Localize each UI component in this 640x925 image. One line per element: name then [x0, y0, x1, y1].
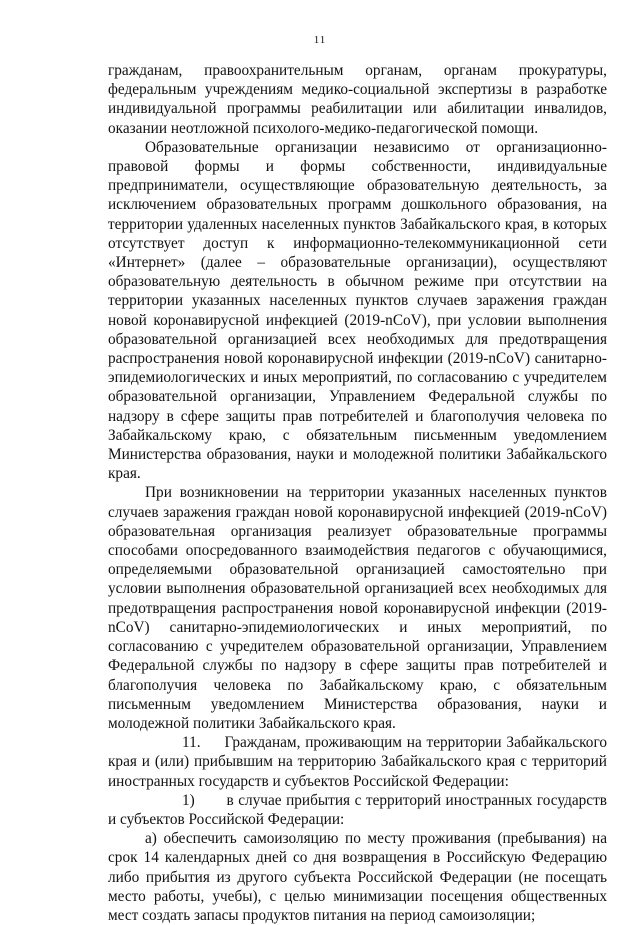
item-text: Гражданам, проживающим на территории Забайкальского края и (или) прибывшим на территорию Забайкальского края с территорий иностранных государств и субъектов Российской Федерации:	[108, 734, 607, 790]
item-number: 11.	[182, 734, 201, 752]
paragraph-item-11	[108, 733, 607, 791]
page-number: 11	[313, 34, 327, 46]
document-body	[108, 61, 607, 925]
paragraph-subitem-1	[108, 791, 607, 829]
item-number: 1)	[182, 791, 195, 809]
paragraph-subitem-a: а) обеспечить самоизоляцию по месту проживания (пребывания) на срок 14 календарных дней со дня возвращения в Российскую Федерацию либо прибытия из другого субъекта Российской Федерации (не посещать место работы, учебы), с целью минимизации посещения общественных мест создать запасы продуктов питания на период самоизоляции;	[108, 830, 607, 924]
paragraph-continuation: гражданам, правоохранительным органам, органам прокуратуры, федеральным учреждениям медико-социальной экспертизы в разработке индивидуальной программы реабилитации или абилитации инвалидов, оказании неотложной психолого-медико-педагогической помощи.	[108, 62, 607, 137]
paragraph-infection-cases: При возникновении на территории указанных населенных пунктов случаев заражения граждан новой коронавирусной инфекцией (2019-nCoV) образовательная организация реализует образовательные программы способами опосредованного взаимодействия педагогов с обучающимися, определяемыми образовательной организацией самостоятельно при условии выполнения образовательной организацией всех необходимых для предотвращения распространения новой коронавирусной инфекции (2019-nCoV) санитарно-эпидемиологических и иных мероприятий, по согласованию с учредителем образовательной организации, Управлением Федеральной службы по надзору в сфере защиты прав потребителей и благополучия человека по Забайкальскому краю, с обязательным письменным уведомлением Министерства образования, науки и молодежной политики Забайкальского края.	[108, 484, 607, 732]
paragraph-educational-organizations: Образовательные организации независимо от организационно-правовой формы и формы собственности, индивидуальные предприниматели, осуществляющие образовательную деятельность, за исключением образовательных программ дошкольного образования, на территории удаленных населенных пунктов Забайкальского края, в которых отсутствует доступ к информационно-телекоммуникационной сети «Интернет» (далее – образовательные организации), осуществляют образовательную деятельность в обычном режиме при отсутствии на территории указанных населенных пунктов случаев заражения граждан новой коронавирусной инфекцией (2019-nCoV), при условии выполнения образовательной организацией всех необходимых для предотвращения распространения новой коронавирусной инфекции (2019-nCoV) санитарно-эпидемиологических и иных мероприятий, по согласованию с учредителем образовательной организации, Управлением Федеральной службы по надзору в сфере защиты прав потребителей и благополучия человека по Забайкальскому краю, с обязательным письменным уведомлением Министерства образования, науки и молодежной политики Забайкальского края.	[108, 138, 607, 483]
item-text: в случае прибытия с территорий иностранных государств и субъектов Российской Федерации:	[108, 791, 607, 828]
